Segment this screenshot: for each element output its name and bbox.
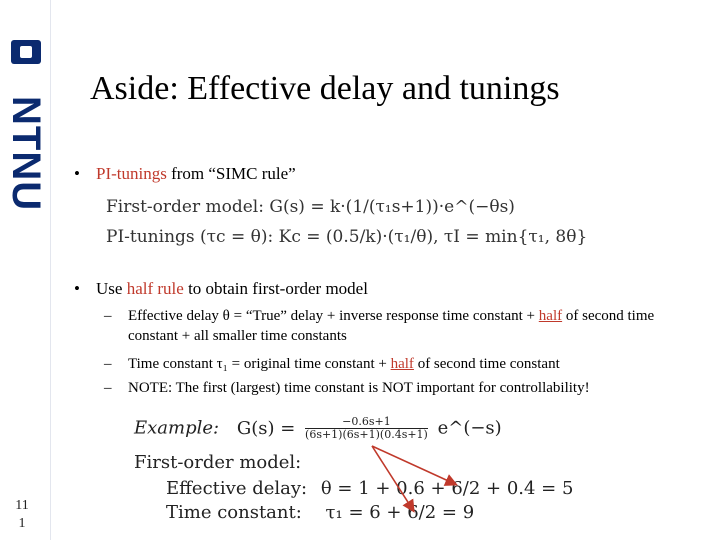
ntnu-logo-text: NTNU bbox=[4, 96, 48, 212]
bullet-dot: • bbox=[74, 279, 80, 298]
dash-marker: – bbox=[104, 356, 112, 372]
example-model-label: First-order model: bbox=[134, 452, 302, 473]
dash-marker: – bbox=[104, 380, 112, 396]
half-highlight: half bbox=[538, 308, 563, 324]
bullet-dot: • bbox=[74, 164, 80, 183]
example-denominator: (6s+1)(6s+1)(0.4s+1) bbox=[305, 428, 428, 441]
bullet2-suffix: to obtain first-order model bbox=[183, 279, 368, 298]
effective-delay-equation: θ = 1 + 0.6 + 6/2 + 0.4 = 5 bbox=[320, 478, 574, 499]
subbullet1-text-b: of second time constant + all smaller time constants bbox=[128, 308, 655, 344]
page-number: 11 1 bbox=[15, 498, 29, 531]
formula-pi-tunings: PI-tunings (τc = θ): Kc = (0.5/k)·(τ₁/θ), τI = min{τ₁, 8θ} bbox=[106, 227, 588, 247]
formula-first-order-model: First-order model: G(s) = k·(1/(τ₁s+1))·e^(−θs) bbox=[106, 197, 515, 217]
example-numerator: −0.6s+1 bbox=[305, 416, 428, 429]
effective-delay-label: Effective delay: bbox=[166, 478, 308, 499]
time-constant-equation: τ₁ = 6 + 6/2 = 9 bbox=[325, 502, 475, 523]
example-lhs: G(s) = bbox=[236, 417, 296, 439]
half-highlight: half bbox=[390, 356, 414, 372]
subbullet3-text: NOTE: The first (largest) time constant is NOT important for controllability! bbox=[128, 380, 590, 396]
time-constant-label: Time constant: bbox=[166, 502, 302, 523]
subbullet2-text-a: Time constant τ₁ = original time constant + bbox=[128, 356, 391, 372]
dash-marker: – bbox=[104, 308, 112, 324]
pi-tunings-highlight: PI-tunings bbox=[96, 164, 167, 183]
subbullet1-text-a: Effective delay θ = “True” delay + inverse response time constant + bbox=[128, 308, 539, 324]
bullet2-prefix: Use bbox=[96, 279, 127, 298]
subbullet2-text-b: of second time constant bbox=[413, 356, 560, 372]
example-label: Example: bbox=[134, 417, 220, 439]
example-exponential: e^(−s) bbox=[437, 417, 502, 439]
bullet1-suffix: from “SIMC rule” bbox=[166, 164, 296, 183]
half-rule-highlight: half rule bbox=[126, 279, 184, 298]
slide-title: Aside: Effective delay and tunings bbox=[90, 70, 560, 107]
